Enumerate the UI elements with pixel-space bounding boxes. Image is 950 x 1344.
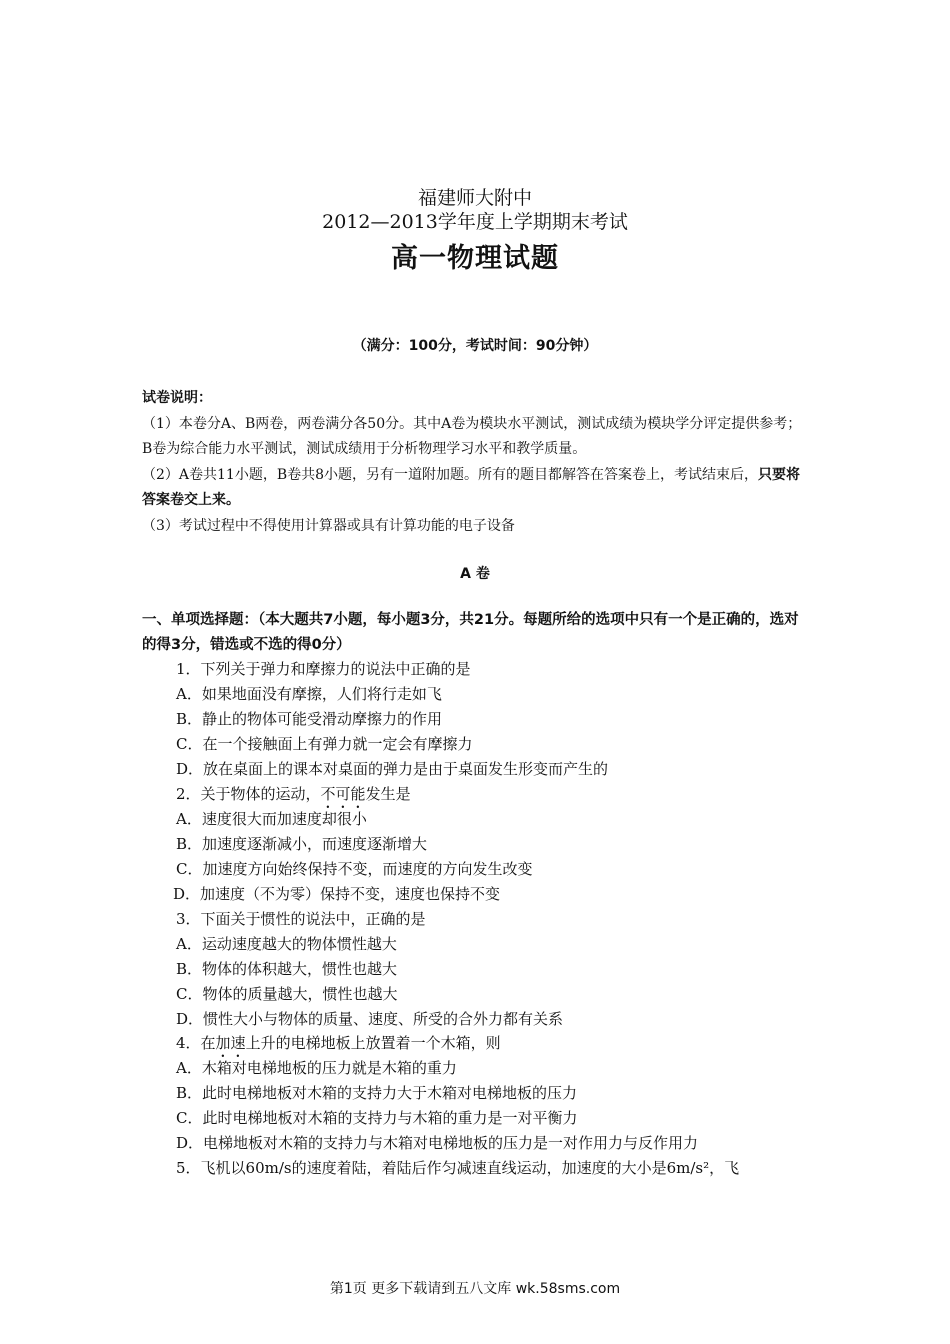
instructions — [142, 386, 810, 539]
question-3-option-a: A．运动速度越大的物体惯性越大 — [176, 935, 397, 953]
question-4-option-c: C．此时电梯地板对木箱的支持力与木箱的重力是一对平衡力 — [176, 1109, 578, 1127]
question-1-option-c: C．在一个接触面上有弹力就一定会有摩擦力 — [176, 735, 473, 753]
page-footer: 第1页 更多下载请到五八文库 wk.58sms.com — [329, 1281, 621, 1297]
instruction-item-2-text: （2）A卷共11小题，B卷共8小题，另有一道附加题。所有的题目都解答在答案卷上，考试结束后， — [142, 466, 759, 483]
question-2-stem-pre: 2．关于物体的运动， — [176, 785, 321, 803]
question-1-option-d: D．放在桌面上的课本对桌面的弹力是由于桌面发生形变而产生的 — [176, 760, 609, 778]
question-3-option-b: B．物体的体积越大，惯性也越大 — [176, 960, 398, 978]
instruction-item-2-bold: 只要将答案卷交上来。 — [142, 466, 801, 508]
school-name: 福建师大附中 — [417, 187, 532, 209]
page-title: 高一物理试题 — [391, 243, 559, 274]
question-3-option-c: C．物体的质量越大，惯性也越大 — [176, 985, 398, 1003]
score-info: （满分：100分，考试时间：90分钟） — [352, 338, 598, 354]
question-2-stem-emphasis: 不可能 — [320, 785, 366, 803]
question-2-stem-post: 发生是 — [365, 785, 411, 803]
section-a-heading: A 卷 — [460, 566, 490, 582]
question-1-stem: 1．下列关于弹力和摩擦力的说法中正确的是 — [176, 660, 471, 678]
question-4-stem-post: 上升的电梯地板上放置着一个木箱，则 — [245, 1034, 501, 1052]
question-2-option-b: B．加速度逐渐减小，而速度逐渐增大 — [176, 835, 428, 853]
question-4-stem-emphasis: 加速 — [215, 1034, 246, 1052]
question-1-option-a: A．如果地面没有摩擦，人们将行走如飞 — [176, 685, 442, 703]
question-1-option-b: B．静止的物体可能受滑动摩擦力的作用 — [176, 710, 443, 728]
instruction-item-3: （3）考试过程中不得使用计算器或具有计算功能的电子设备 — [142, 517, 515, 534]
exam-term: 2012—2013学年度上学期期末考试 — [322, 211, 628, 233]
question-4-option-a: A．木箱对电梯地板的压力就是木箱的重力 — [176, 1059, 457, 1077]
question-2-option-c: C．加速度方向始终保持不变，而速度的方向发生改变 — [176, 860, 533, 878]
question-5-stem: 5．飞机以60m/s的速度着陆，着陆后作匀减速直线运动，加速度的大小是6m/s²，飞 — [176, 1159, 740, 1177]
question-2-option-d: D．加速度（不为零）保持不变，速度也保持不变 — [173, 885, 501, 903]
question-3-option-d: D．惯性大小与物体的质量、速度、所受的合外力都有关系 — [176, 1010, 564, 1028]
part1-heading: 一、单项选择题：（本大题共7小题，每小题3分，共21分。每题所给的选项中只有一个是正确的，选对的得3分，错选或不选的得0分） — [142, 612, 799, 653]
question-4-option-b: B．此时电梯地板对木箱的支持力大于木箱对电梯地板的压力 — [176, 1084, 578, 1102]
question-4-option-d: D．电梯地板对木箱的支持力与木箱对电梯地板的压力是一对作用力与反作用力 — [176, 1134, 699, 1152]
instruction-item-1: （1）本卷分A、B两卷，两卷满分各50分。其中A卷为模块水平测试，测试成绩为模块学分评定提供参考；B卷为综合能力水平测试，测试成绩用于分析物理学习水平和教学质量。 — [142, 415, 802, 457]
question-3-stem: 3．下面关于惯性的说法中，正确的是 — [176, 910, 426, 928]
question-2-option-a: A．速度很大而加速度却很小 — [176, 810, 367, 828]
question-4-stem-pre: 4．在 — [176, 1034, 216, 1052]
instructions-heading: 试卷说明： — [142, 390, 212, 406]
instruction-item-2 — [142, 463, 810, 514]
